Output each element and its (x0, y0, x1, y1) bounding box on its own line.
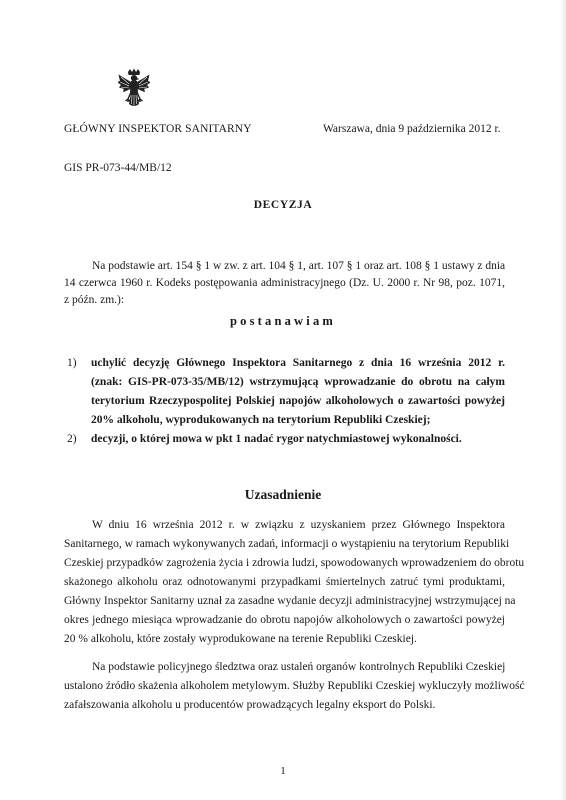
page-edge (560, 0, 566, 800)
decision-title: DECYZJA (253, 199, 313, 211)
item-number-1: 1) (67, 357, 77, 369)
item-number-2: 2) (67, 433, 77, 445)
polish-eagle-emblem-icon (117, 68, 151, 110)
justification-p1-line-6: okres jednego miesiąca wprowadzanie do obrotu napojów alkoholowych o zawartości powyżej (64, 614, 505, 626)
item-1-line-3: terytorium Rzeczypospolitej Polskiej napojów alkoholowych o zawartości powyżej (91, 395, 505, 407)
item-2-line-1: decyzji, o której mowa w pkt 1 nadać rygor natychmiastowej wykonalności. (91, 433, 462, 445)
item-1-line-2: (znak: GIS-PR-073-35/MB/12) wstrzymującą wprowadzanie do obrotu na całym (91, 376, 505, 388)
legal-basis-line-1: Na podstawie art. 154 § 1 w zw. z art. 104 § 1, art. 107 § 1 oraz art. 108 § 1 ustawy z dnia (92, 260, 506, 272)
case-reference: GIS PR-073-44/MB/12 (64, 162, 172, 174)
justification-p1-line-5: Główny Inspektor Sanitarny uznał za zasadne wydanie decyzji administracyjnej wstrzymującej na (64, 595, 516, 607)
justification-p2-line-2: ustalono źródło skażenia alkoholem metylowym. Służby Republiki Czeskiej wykluczyły możliwość (64, 680, 525, 692)
legal-basis-line-2: 14 czerwca 1960 r. Kodeks postępowania administracyjnego (Dz. U. 2000 r. Nr 98, poz. 1071, (64, 277, 505, 289)
justification-p1-line-7: 20 % alkoholu, które zostały wyprodukowane na terenie Republiki Czeskiej. (64, 633, 417, 645)
page-number: 1 (280, 765, 286, 777)
legal-basis-line-3: z późn. zm.): (64, 294, 125, 306)
issuer-name: GŁÓWNY INSPEKTOR SANITARNY (64, 123, 252, 135)
justification-title: Uzasadnienie (244, 487, 322, 502)
justification-p1-line-4: skażonego alkoholu oraz odnotowanymi przypadkami śmiertelnych zatruć tymi produktami, (64, 576, 505, 588)
justification-p2-line-3: zafałszowania alkoholu u producentów prowadzących legalny eksport do Polski. (64, 699, 436, 711)
item-1-line-1: uchylić decyzję Głównego Inspektora Sanitarnego z dnia 16 września 2012 r. (91, 357, 505, 369)
resolve-heading: postanawiam (229, 314, 337, 328)
justification-p1-line-1: W dniu 16 września 2012 r. w związku z uzyskaniem przez Głównego Inspektora (92, 519, 505, 531)
justification-p1-line-3: Czeskiej przypadków zagrożenia życia i zdrowia ludzi, spowodowanych wprowadzeniem do obrotu (64, 557, 525, 569)
item-1-line-4: 20% alkoholu, wyprodukowanych na terytorium Republiki Czeskiej; (91, 414, 431, 426)
justification-p2-line-1: Na podstawie policyjnego śledztwa oraz ustaleń organów kontrolnych Republiki Czeskiej (92, 661, 506, 673)
place-and-date: Warszawa, dnia 9 października 2012 r. (323, 123, 501, 135)
justification-p1-line-2: Sanitarnego, w ramach wykonywanych zadań, informacji o wystąpieniu na terytorium Republiki (64, 538, 510, 550)
